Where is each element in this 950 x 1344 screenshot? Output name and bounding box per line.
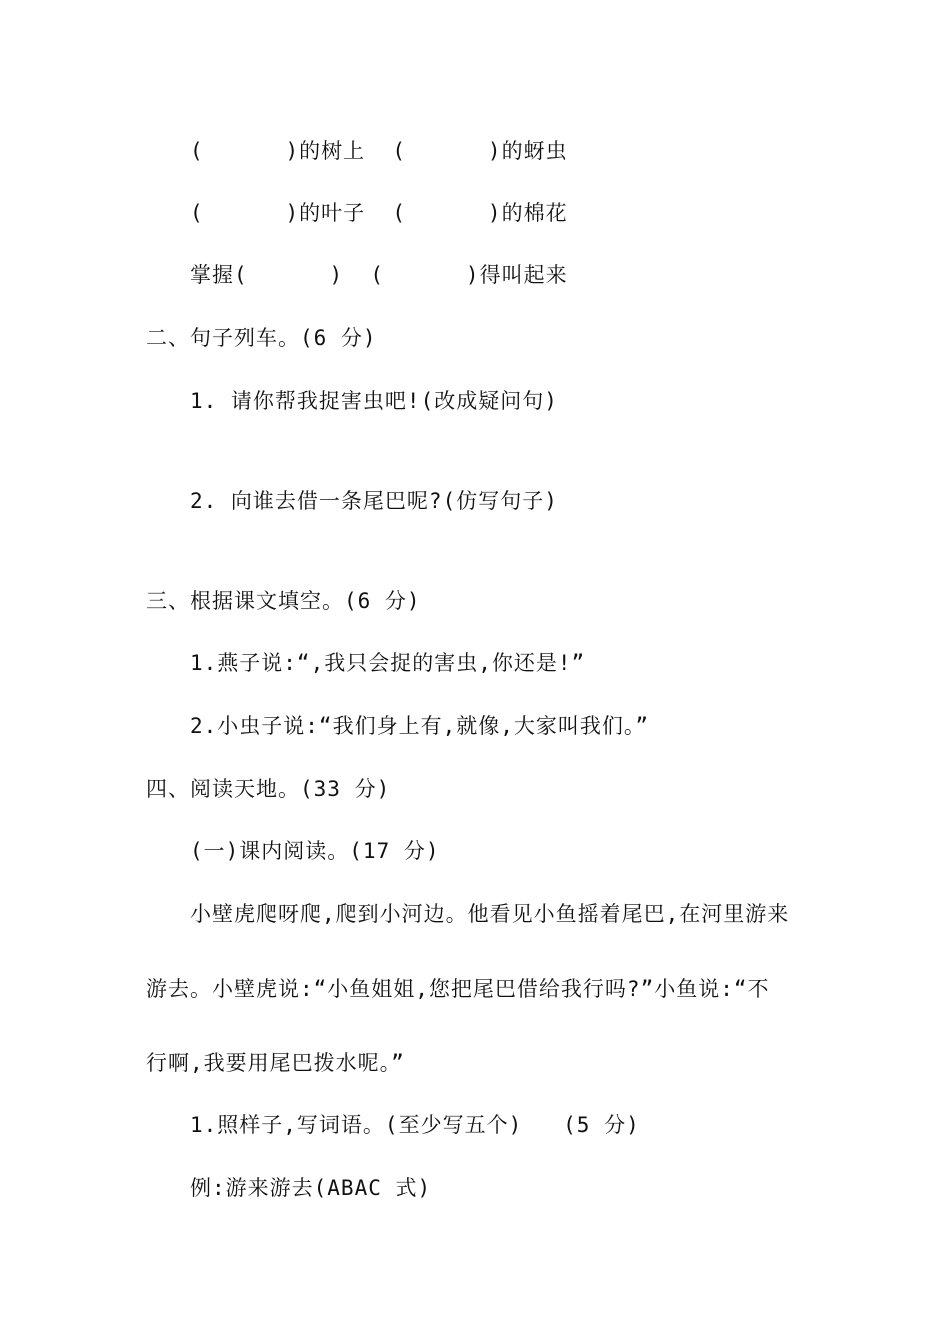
section3-question-2: 2.小虫子说:“我们身上有,就像,大家叫我们。”	[190, 714, 649, 738]
passage-line-1: 小壁虎爬呀爬,爬到小河边。他看见小鱼摇着尾巴,在河里游来	[190, 902, 790, 926]
section4-subheading: (一)课内阅读。(17 分)	[190, 839, 440, 863]
section2-question-1: 1. 请你帮我捉害虫吧!(改成疑问句)	[190, 389, 558, 413]
example-line: 例:游来游去(ABAC 式)	[190, 1176, 432, 1200]
section2-heading: 二、句子列车。(6 分)	[146, 326, 377, 350]
passage-line-3: 行啊,我要用尾巴拨水呢。”	[146, 1051, 405, 1075]
fill-line-3: 掌握( ) ( )得叫起来	[190, 263, 568, 287]
section3-question-1: 1.燕子说:“,我只会捉的害虫,你还是!”	[190, 651, 586, 675]
fill-line-1: ( )的树上 ( )的蚜虫	[190, 139, 568, 163]
fill-line-2: ( )的叶子 ( )的棉花	[190, 201, 568, 225]
section4-heading: 四、阅读天地。(33 分)	[146, 777, 391, 801]
reading-question-1: 1.照样子,写词语。(至少写五个) (5 分)	[190, 1113, 640, 1137]
passage-line-2: 游去。小壁虎说:“小鱼姐姐,您把尾巴借给我行吗?”小鱼说:“不	[146, 977, 770, 1001]
section3-heading: 三、根据课文填空。(6 分)	[146, 589, 421, 613]
section2-question-2: 2. 向谁去借一条尾巴呢?(仿写句子)	[190, 489, 558, 513]
